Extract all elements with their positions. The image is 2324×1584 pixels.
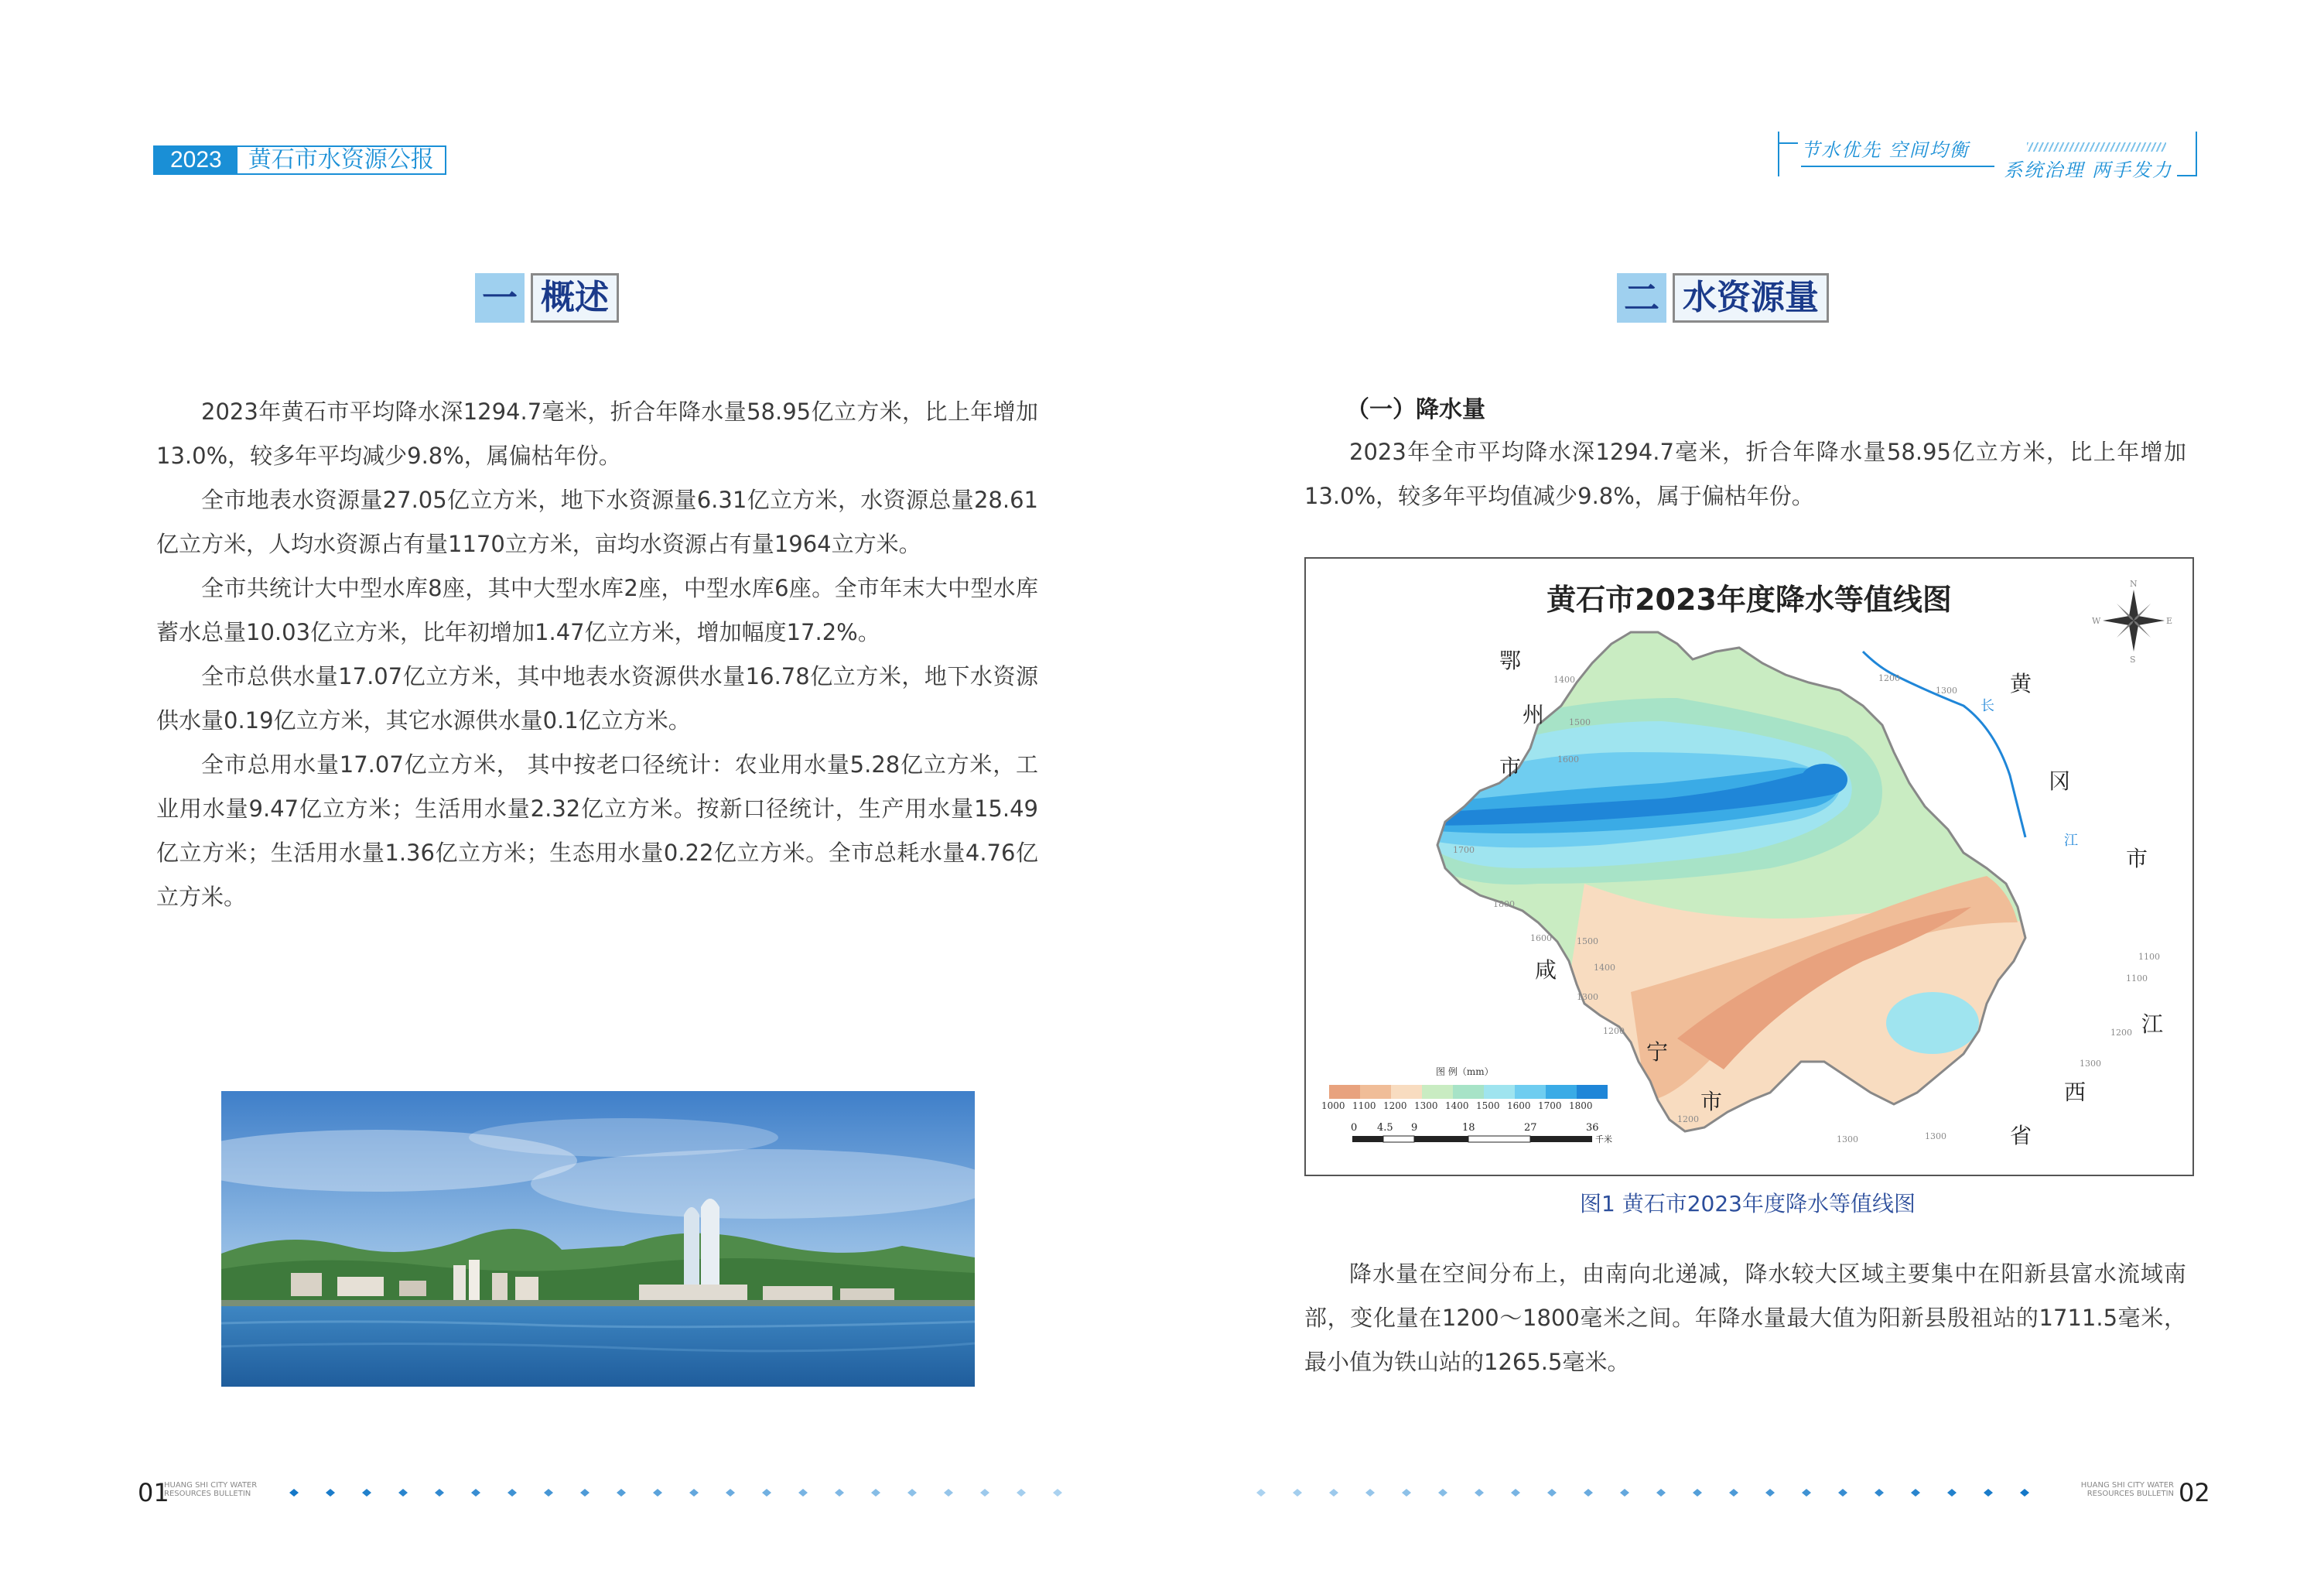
legend-label: 1300 [1414, 1100, 1438, 1111]
footer-dot [1693, 1489, 1702, 1497]
map-label: 黄 [2010, 671, 2032, 696]
footer-dot [1947, 1489, 1957, 1497]
footer-dot [1656, 1489, 1666, 1497]
contour-label: 1700 [1453, 845, 1475, 855]
legend-label: 1400 [1445, 1100, 1469, 1111]
contour-label: 1400 [1553, 675, 1575, 685]
map-legend [1329, 1085, 1608, 1099]
footer-sub-line: RESOURCES BULLETIN [164, 1490, 251, 1498]
footer-sub-line: HUANG SHI CITY WATER [164, 1481, 258, 1490]
footer-dot [980, 1489, 989, 1497]
footer-dot [689, 1489, 699, 1497]
contour-label: 1500 [1577, 936, 1598, 946]
precipitation-distribution-text [1304, 1252, 2186, 1384]
footer-dot [471, 1489, 480, 1497]
footer-dot [1053, 1489, 1062, 1497]
city-skyline-photo [221, 1091, 975, 1387]
overview-paragraph: 全市总用水量17.07亿立方米， 其中按老口径统计：农业用水量5.28亿立方米，工业用水量9.47亿立方米；生活用水量2.32亿立方米。按新口径统计，生产用水量15.49亿立方米；生活用水量1.36亿立方米；生态用水量0.22亿立方米。全市总耗水量4.76亿立方米。 [156, 751, 1038, 910]
footer-dot [1475, 1489, 1484, 1497]
map-label: 市 [1499, 754, 1522, 780]
footer-dot [1293, 1489, 1302, 1497]
contour-label: 1300 [1577, 992, 1598, 1002]
contour-label: 1300 [1936, 686, 1957, 696]
section-name: 概述 [531, 273, 619, 323]
footer-sub-left [164, 1481, 257, 1498]
precipitation-distribution-paragraph: 降水量在空间分布上，由南向北递减，降水较大区域主要集中在阳新县富水流域南部，变化量在1200～1800毫米之间。年降水量最大值为阳新县殷祖站的1711.5毫米，最小值为铁山站的1265.5毫米。 [1304, 1261, 2186, 1375]
map-title: 黄石市2023年度降水等值线图 [1546, 583, 1952, 617]
map-label: 鄂 [1499, 648, 1522, 673]
river-label: 长 [1981, 698, 1994, 714]
map-caption: 图1 黄石市2023年度降水等值线图 [1580, 1191, 1916, 1216]
overview-paragraph: 全市共统计大中型水库8座，其中大型水库2座，中型水库6座。全市年末大中型水库蓄水总量10.03亿立方米，比年初增加1.47亿立方米，增加幅度17.2%。 [156, 575, 1038, 645]
legend-label: 1800 [1569, 1100, 1593, 1111]
slogan-line [1801, 166, 1994, 167]
footer-dot [798, 1489, 808, 1497]
contour-label: 1200 [1878, 673, 1900, 683]
header-year: 2023 [155, 147, 238, 173]
map-label: 江 [2141, 1011, 2164, 1037]
contour-label: 1600 [1530, 933, 1552, 943]
footer-dot [1256, 1489, 1266, 1497]
contour-label: 1400 [1594, 963, 1615, 973]
map-label: 省 [2010, 1123, 2032, 1148]
slogan-line1: 节水优先 空间均衡 [1801, 139, 1970, 161]
footer-dot [1875, 1489, 1884, 1497]
legend-label: 1000 [1321, 1100, 1345, 1111]
map-label: 州 [1523, 702, 1545, 727]
contour-label: 1100 [2126, 973, 2148, 984]
contour-label: 1100 [2138, 952, 2160, 962]
legend-label: 1100 [1352, 1100, 1376, 1111]
footer-dot [580, 1489, 590, 1497]
overview-paragraph: 全市地表水资源量27.05亿立方米，地下水资源量6.31亿立方米，水资源总量28.61亿立方米，人均水资源占有量1170立方米，亩均水资源占有量1964立方米。 [156, 487, 1038, 557]
header-badge [153, 145, 446, 175]
footer-dot [617, 1489, 626, 1497]
contour-label: 1500 [1569, 717, 1591, 727]
map-label: 冈 [2049, 768, 2071, 794]
section-number: 二 [1617, 273, 1666, 323]
footer-dot [1511, 1489, 1520, 1497]
map-label: 市 [1700, 1089, 1723, 1114]
map-label: 西 [2064, 1079, 2086, 1105]
footer-dot [1438, 1489, 1447, 1497]
section-title-water-resources [1617, 271, 1829, 325]
precipitation-isoline-map [1304, 557, 2194, 1176]
footer-dot [944, 1489, 953, 1497]
overview-paragraph: 全市总供水量17.07亿立方米，其中地表水资源供水量16.78亿立方米，地下水资源供水量0.19亿立方米，其它水源供水量0.1亿立方米。 [156, 663, 1038, 734]
footer-sub-line: HUANG SHI CITY WATER [2080, 1481, 2174, 1490]
section-name: 水资源量 [1673, 273, 1829, 323]
slogan-hatch [2027, 142, 2166, 152]
compass-s: S [2130, 655, 2136, 665]
legend-label: 1600 [1507, 1100, 1531, 1111]
map-graphic [1306, 559, 2192, 1175]
footer-dot [726, 1489, 735, 1497]
map-label: 宁 [1646, 1039, 1669, 1065]
footer-dot [289, 1489, 299, 1497]
legend-title: 图 例（mm） [1436, 1066, 1494, 1077]
compass-w: W [2092, 616, 2101, 626]
contour-label: 1300 [2080, 1059, 2101, 1069]
footer-dot [871, 1489, 880, 1497]
footer-dot [653, 1489, 662, 1497]
legend-label: 1500 [1476, 1100, 1500, 1111]
map-scale-bar [1352, 1136, 1592, 1142]
footer-dot [1402, 1489, 1411, 1497]
footer-dot [1584, 1489, 1593, 1497]
scale-label: 27 [1524, 1122, 1537, 1134]
footer-dot [835, 1489, 844, 1497]
footer-dots-right [1253, 1487, 2066, 1498]
footer-dot [2020, 1489, 2029, 1497]
overview-paragraph: 2023年黄石市平均降水深1294.7毫米，折合年降水量58.95亿立方米，比上年增加13.0%，较多年平均减少9.8%，属偏枯年份。 [156, 399, 1038, 469]
footer-dot [1329, 1489, 1338, 1497]
footer-dot [544, 1489, 553, 1497]
footer-dot [398, 1489, 408, 1497]
compass-e: E [2166, 616, 2173, 626]
footer-dot [1365, 1489, 1375, 1497]
contour-label: 1200 [2110, 1028, 2132, 1038]
section-title-overview [475, 271, 619, 325]
page-number-left: 01 [138, 1478, 169, 1507]
header-title: 黄石市水资源公报 [248, 146, 434, 173]
precipitation-paragraph: 2023年全市平均降水深1294.7毫米，折合年降水量58.95亿立方米，比上年增加13.0%，较多年平均值减少9.8%，属于偏枯年份。 [1304, 439, 2186, 509]
compass-n: N [2130, 579, 2138, 589]
contour-label: 1600 [1557, 754, 1579, 765]
page-number-right: 02 [2179, 1478, 2210, 1507]
footer-dot [1729, 1489, 1738, 1497]
map-label: 咸 [1535, 957, 1557, 983]
scale-label: 9 [1411, 1122, 1418, 1134]
footer-dot [1620, 1489, 1629, 1497]
footer-sub-right [2073, 1481, 2174, 1498]
contour-label: 1800 [1493, 899, 1515, 909]
map-label: 市 [2126, 846, 2148, 871]
footer-dot [508, 1489, 517, 1497]
contour-label: 1200 [1603, 1026, 1625, 1036]
section-number: 一 [475, 273, 525, 323]
footer-dot [1017, 1489, 1026, 1497]
footer-dot [326, 1489, 335, 1497]
scale-label: 18 [1462, 1122, 1475, 1134]
contour-label: 1200 [1677, 1114, 1699, 1124]
precipitation-text [1304, 430, 2186, 518]
footer-dot [1547, 1489, 1557, 1497]
header-slogan [1778, 132, 2196, 181]
footer-dot [1838, 1489, 1847, 1497]
contour-label: 1300 [1837, 1134, 1858, 1144]
subheading-precipitation: （一）降水量 [1346, 396, 1485, 423]
scale-label: 4.5 [1377, 1122, 1393, 1134]
scale-unit: 千米 [1595, 1134, 1612, 1144]
footer-dot [362, 1489, 371, 1497]
footer-dot [762, 1489, 771, 1497]
footer-dot [1984, 1489, 1993, 1497]
overview-text [156, 390, 1038, 919]
legend-label: 1200 [1383, 1100, 1407, 1111]
slogan-line2: 系统治理 两手发力 [2004, 159, 2172, 181]
river-label: 江 [2064, 833, 2078, 849]
legend-label: 1700 [1538, 1100, 1562, 1111]
scale-label: 0 [1351, 1122, 1358, 1134]
footer-dot [1802, 1489, 1811, 1497]
footer-dot [435, 1489, 444, 1497]
footer-dot [907, 1489, 917, 1497]
scale-label: 36 [1586, 1122, 1599, 1134]
footer-dot [1765, 1489, 1775, 1497]
footer-sub-line: RESOURCES BULLETIN [2086, 1490, 2174, 1498]
contour-label: 1300 [1925, 1131, 1946, 1141]
footer-dot [1911, 1489, 1920, 1497]
footer-dots-left [286, 1487, 1099, 1498]
